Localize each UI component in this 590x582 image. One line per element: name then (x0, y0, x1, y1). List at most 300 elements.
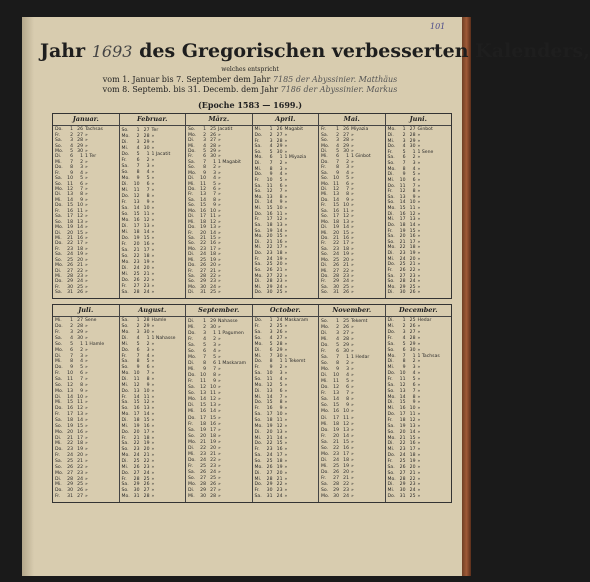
julian-day: 8 (80, 382, 83, 388)
gregorian-day: 22 (399, 245, 406, 251)
ethiopian-note: » (284, 377, 288, 383)
julian-day: 3 (279, 371, 283, 377)
day-row (188, 225, 252, 230)
day-row (122, 164, 186, 169)
month-column (319, 114, 386, 298)
weekday: Mi. (121, 382, 129, 388)
julian-day: 6 (80, 181, 83, 187)
gregorian-day: 21 (67, 235, 73, 241)
gregorian-day: 26 (399, 267, 406, 273)
day-row (255, 240, 319, 245)
weekday: Do. (254, 132, 263, 138)
weekday: Do. (254, 211, 263, 217)
day-row (321, 349, 385, 354)
julian-day: 4 (412, 371, 416, 377)
weekday: Di. (121, 377, 128, 383)
gregorian-day: 19 (200, 225, 206, 231)
day-row (255, 245, 319, 250)
day-row (255, 274, 319, 279)
weekday: Sa. (188, 235, 196, 241)
day-row (188, 165, 252, 170)
weekday: Mo. (321, 257, 330, 263)
julian-day: 22 (343, 268, 349, 274)
ethiopian-note: » (218, 342, 221, 348)
day-row (255, 436, 319, 441)
weekday: Mo. (121, 453, 130, 459)
weekday: Fr. (254, 177, 260, 183)
weekday: Fr. (55, 412, 61, 418)
gregorian-day: 9 (136, 365, 140, 371)
julian-day: 24 (276, 284, 283, 290)
julian-day: 13 (143, 224, 150, 230)
julian-day: 21 (409, 470, 416, 476)
ethiopian-note: » (218, 445, 221, 451)
ethiopian-note: » (284, 256, 288, 262)
gregorian-day: 3 (269, 330, 273, 336)
julian-day: 15 (143, 236, 150, 242)
ethiopian-note: » (85, 230, 88, 236)
ethiopian-note: » (284, 459, 288, 465)
ethiopian-note: » (85, 263, 88, 269)
weekday: Fr. (254, 447, 260, 453)
weekday: Mi. (254, 353, 262, 359)
gregorian-day: 25 (67, 257, 73, 263)
day-row (255, 389, 319, 394)
day-row (321, 482, 385, 487)
day-row (321, 434, 385, 439)
weekday: Sa. (121, 290, 129, 296)
day-row (255, 400, 319, 405)
day-row (321, 416, 385, 421)
ethiopian-note: » (151, 266, 155, 272)
julian-day: 11 (210, 214, 216, 220)
weekday: So. (121, 127, 129, 133)
day-row (388, 279, 452, 284)
weekday: Do. (188, 330, 196, 336)
gregorian-day: 10 (67, 176, 73, 182)
julian-day: 19 (77, 252, 83, 258)
weekday: Mo. (188, 397, 197, 403)
weekday: So. (55, 382, 63, 388)
julian-day: 4 (412, 166, 416, 172)
ethiopian-note: » (284, 177, 288, 183)
weekday: So. (254, 189, 262, 195)
weekday: Mi. (121, 341, 129, 347)
day-row (321, 171, 385, 176)
julian-day: 27 (276, 132, 283, 138)
weekday: Mi. (55, 359, 62, 365)
julian-day: 11 (143, 211, 150, 217)
ethiopian-note: » (151, 236, 155, 242)
ethiopian-note: » (151, 284, 155, 290)
ethiopian-note: » (151, 406, 155, 412)
julian-day: 29 (77, 330, 83, 336)
day-row (55, 412, 119, 417)
gregorian-day: 26 (200, 263, 206, 269)
day-row (388, 430, 452, 435)
ethiopian-note: » (284, 453, 288, 459)
ethiopian-note: » (351, 403, 354, 409)
julian-day: 27 (210, 488, 216, 494)
day-row (255, 268, 319, 273)
day-row (388, 189, 452, 194)
julian-day: 21 (276, 267, 283, 273)
weekday: Di. (55, 154, 62, 160)
gregorian-day: 8 (269, 359, 273, 365)
day-row (188, 397, 252, 402)
day-row (388, 453, 452, 458)
gregorian-day: 20 (333, 433, 339, 439)
day-row (122, 284, 186, 289)
weekday: Di. (188, 176, 195, 182)
day-row (321, 428, 385, 433)
day-row (188, 476, 252, 481)
ethiopian-note: » (151, 199, 155, 205)
gregorian-day: 24 (266, 256, 273, 262)
julian-day: 27 (77, 318, 83, 324)
ethiopian-note: » (218, 290, 221, 296)
ethiopian-note: » (218, 284, 221, 290)
ethiopian-note: » (417, 435, 421, 441)
gregorian-day: 6 (136, 157, 140, 163)
ethiopian-note: » (151, 459, 155, 465)
ethiopian-note: » (218, 197, 221, 203)
weekday: Mi. (55, 197, 62, 203)
day-row (122, 348, 186, 353)
ethiopian-note: » (284, 347, 288, 353)
day-row (255, 178, 319, 183)
day-row (55, 336, 119, 341)
ethiopian-note: » (218, 324, 221, 330)
ethiopian-note: » (417, 132, 421, 138)
month-column (186, 114, 253, 298)
gregorian-day: 24 (67, 453, 73, 459)
ethiopian-note: » (85, 274, 88, 280)
day-row (388, 150, 452, 155)
weekday: So. (188, 241, 196, 247)
julian-day: 18 (276, 459, 283, 465)
gregorian-day: 8 (203, 360, 206, 366)
ethiopian-note: » (151, 193, 155, 199)
day-row (388, 285, 452, 290)
ethiopian-note: » (351, 187, 354, 193)
gregorian-day: 22 (67, 441, 73, 447)
julian-day: 18 (343, 457, 349, 463)
weekday: Mi. (387, 447, 395, 453)
day-row (122, 242, 186, 247)
julian-day: 22 (276, 273, 283, 279)
weekday: Fr. (254, 365, 260, 371)
month-days (253, 317, 319, 502)
gregorian-day: 25 (399, 459, 406, 465)
ethiopian-note: » (417, 284, 421, 290)
ethiopian-note: » (85, 138, 88, 144)
julian-day: 2 (279, 161, 283, 167)
weekday: Do. (55, 365, 63, 371)
gregorian-day: 6 (70, 347, 73, 353)
julian-day: 28 (276, 341, 283, 347)
julian-day: 25 (276, 290, 283, 296)
weekday: So. (188, 476, 196, 482)
day-row (188, 144, 252, 149)
ethiopian-note: » (417, 470, 421, 476)
ethiopian-note: » (218, 470, 221, 476)
gregorian-day: 7 (136, 353, 140, 359)
day-row (122, 260, 186, 265)
day-row (188, 274, 252, 279)
julian-day: 20 (143, 266, 150, 272)
gregorian-day: 1 (269, 127, 273, 133)
ethiopian-note: » (218, 451, 221, 457)
weekday: Do. (387, 144, 396, 150)
ethiopian-note: » (284, 144, 288, 150)
ethiopian-note: » (218, 263, 221, 269)
julian-day: 6 (213, 187, 216, 193)
weekday: Sa. (254, 222, 262, 228)
day-row (122, 342, 186, 347)
weekday: Sa. (121, 248, 129, 254)
julian-day: 4 (146, 169, 150, 175)
weekday: Do. (55, 241, 63, 247)
julian-day: 22 (143, 459, 150, 465)
weekday: Fr. (387, 459, 393, 465)
gregorian-day: 13 (333, 391, 339, 397)
ethiopian-note: » (151, 418, 155, 424)
day-row (122, 218, 186, 223)
ethiopian-note: » (284, 470, 288, 476)
gregorian-day: 5 (402, 149, 406, 155)
day-row (255, 262, 319, 267)
gregorian-day: 31 (266, 494, 273, 500)
day-row (188, 203, 252, 208)
weekday: So. (121, 324, 129, 330)
julian-day: 25 (210, 127, 216, 133)
weekday: Di. (55, 394, 62, 400)
day-row (122, 365, 186, 370)
julian-day: 21 (409, 262, 416, 268)
day-row (122, 140, 186, 145)
ethiopian-note: » (218, 379, 221, 385)
julian-day: 9 (80, 388, 83, 394)
ethiopian-note: » (284, 341, 288, 347)
day-row (321, 209, 385, 214)
gregorian-day: 18 (399, 222, 406, 228)
julian-day: 6 (346, 181, 349, 187)
julian-day: 16 (276, 239, 283, 245)
day-row (55, 354, 119, 359)
weekday: Sa. (188, 427, 196, 433)
ethiopian-note: » (218, 268, 221, 274)
day-row (321, 319, 385, 324)
gregorian-day: 2 (402, 132, 406, 138)
ethiopian-note: » (218, 427, 221, 433)
day-row (255, 195, 319, 200)
julian-day: 30 (343, 348, 349, 354)
ethiopian-note: » (151, 423, 155, 429)
weekday: Fr. (321, 165, 327, 171)
julian-day: 23 (77, 470, 83, 476)
weekday: Sa. (254, 412, 262, 418)
gregorian-day: 19 (67, 225, 73, 231)
gregorian-day: 4 (336, 336, 339, 342)
day-row (122, 266, 186, 271)
ethiopian-note: » (284, 284, 288, 290)
ethiopian-note: » (284, 412, 288, 418)
julian-day: 13 (143, 406, 150, 412)
gregorian-day: 11 (133, 187, 140, 193)
weekday: Sa. (121, 482, 129, 488)
day-row (188, 434, 252, 439)
day-row (122, 206, 186, 211)
day-row (388, 424, 452, 429)
julian-day: 5 (80, 176, 83, 182)
ethiopian-note: » (85, 241, 88, 247)
julian-day: 15 (210, 235, 216, 241)
julian-day: 5 (146, 359, 150, 365)
day-row (122, 248, 186, 253)
day-row (188, 279, 252, 284)
day-row (188, 269, 252, 274)
weekday: Mi. (387, 256, 395, 262)
ethiopian-note: Nahasse (218, 318, 238, 324)
day-row (188, 176, 252, 181)
ethiopian-note: 1 Nahasse (151, 336, 176, 341)
ethiopian-note: » (351, 181, 354, 187)
julian-day: 23 (343, 274, 349, 280)
julian-day: 21 (276, 476, 283, 482)
gregorian-day: 5 (269, 341, 273, 347)
gregorian-day: 25 (399, 262, 406, 268)
day-row (188, 349, 252, 354)
julian-day: 10 (343, 409, 349, 415)
julian-day: 23 (409, 482, 416, 488)
julian-day: 26 (343, 127, 349, 133)
weekday: Fr. (387, 336, 393, 341)
day-row (388, 412, 452, 417)
julian-day: 5 (213, 181, 216, 187)
day-row (188, 319, 252, 324)
gregorian-day: 10 (200, 373, 206, 379)
ethiopian-note: 1 Magabit (218, 159, 241, 165)
day-row (255, 206, 319, 211)
ethiopian-note: » (351, 132, 354, 138)
julian-day: 25 (343, 318, 349, 324)
julian-day: 10 (77, 394, 83, 400)
weekday: Sa. (188, 385, 196, 391)
weekday: Mo. (254, 382, 263, 388)
weekday: Fr. (55, 371, 61, 377)
ethiopian-note: » (417, 211, 421, 217)
gregorian-day: 22 (200, 241, 206, 247)
gregorian-day: 12 (67, 382, 73, 388)
ethiopian-note: » (218, 208, 221, 214)
gregorian-day: 18 (133, 418, 140, 424)
day-row (321, 446, 385, 451)
day-row (55, 477, 119, 482)
ethiopian-note: » (351, 330, 354, 336)
ethiopian-note: » (151, 330, 155, 336)
julian-day: 8 (80, 192, 83, 198)
gregorian-day: 22 (333, 241, 339, 247)
ethiopian-note: » (351, 268, 354, 274)
ethiopian-note: » (417, 262, 421, 268)
ethiopian-note: » (85, 225, 88, 231)
day-row (55, 176, 119, 181)
julian-day: 4 (213, 176, 216, 182)
weekday: Di. (321, 373, 328, 379)
weekday: Mi. (55, 318, 62, 324)
day-row (388, 471, 452, 476)
gregorian-day: 24 (67, 252, 73, 258)
day-row (388, 336, 452, 341)
julian-day: 27 (276, 336, 283, 341)
day-row (122, 134, 186, 139)
julian-day: 16 (276, 447, 283, 453)
julian-day: 3 (279, 166, 283, 172)
ethiopian-note: » (351, 348, 354, 354)
ethiopian-note: » (417, 336, 421, 341)
day-row (122, 395, 186, 400)
gregorian-day: 25 (266, 262, 273, 268)
weekday: Mo. (387, 394, 396, 400)
julian-day: 23 (210, 464, 216, 470)
julian-day: 3 (346, 165, 349, 171)
ethiopian-note: » (85, 435, 88, 441)
ethiopian-note: Sene (85, 318, 97, 324)
julian-day: 17 (143, 429, 150, 435)
ethiopian-note: » (85, 418, 88, 424)
gregorian-day: 11 (266, 377, 273, 383)
month-header: November. (319, 305, 385, 317)
julian-day: 18 (409, 453, 416, 459)
ethiopian-note: Hamle (151, 318, 167, 324)
julian-day: 20 (276, 470, 283, 476)
julian-day: 24 (343, 494, 349, 500)
day-row (55, 395, 119, 400)
day-row (188, 133, 252, 138)
gregorian-day: 13 (266, 388, 273, 394)
day-row (321, 274, 385, 279)
weekday: Sa. (121, 441, 129, 447)
julian-day: 22 (143, 278, 150, 284)
ethiopian-note: » (417, 377, 421, 383)
gregorian-day: 17 (266, 412, 273, 418)
day-row (122, 412, 186, 417)
ethiopian-note: » (85, 476, 88, 482)
day-row (321, 464, 385, 469)
weekday: Do. (321, 427, 329, 433)
weekday: Fr. (121, 284, 127, 290)
day-row (188, 470, 252, 475)
day-row (321, 452, 385, 457)
gregorian-day: 12 (133, 382, 140, 388)
day-row (55, 269, 119, 274)
julian-day: 28 (276, 138, 283, 144)
day-row (388, 318, 452, 323)
gregorian-day: 21 (67, 435, 73, 441)
weekday: Sa. (55, 336, 63, 341)
julian-day: 3 (146, 163, 150, 169)
ethiopian-note: » (351, 176, 354, 182)
weekday: So. (254, 228, 262, 234)
month-column (386, 114, 452, 298)
ethiopian-note: » (151, 163, 155, 169)
day-row (188, 220, 252, 225)
ethiopian-note: » (151, 435, 155, 441)
julian-day: 26 (77, 488, 83, 494)
weekday: So. (254, 267, 262, 273)
day-row (188, 403, 252, 408)
